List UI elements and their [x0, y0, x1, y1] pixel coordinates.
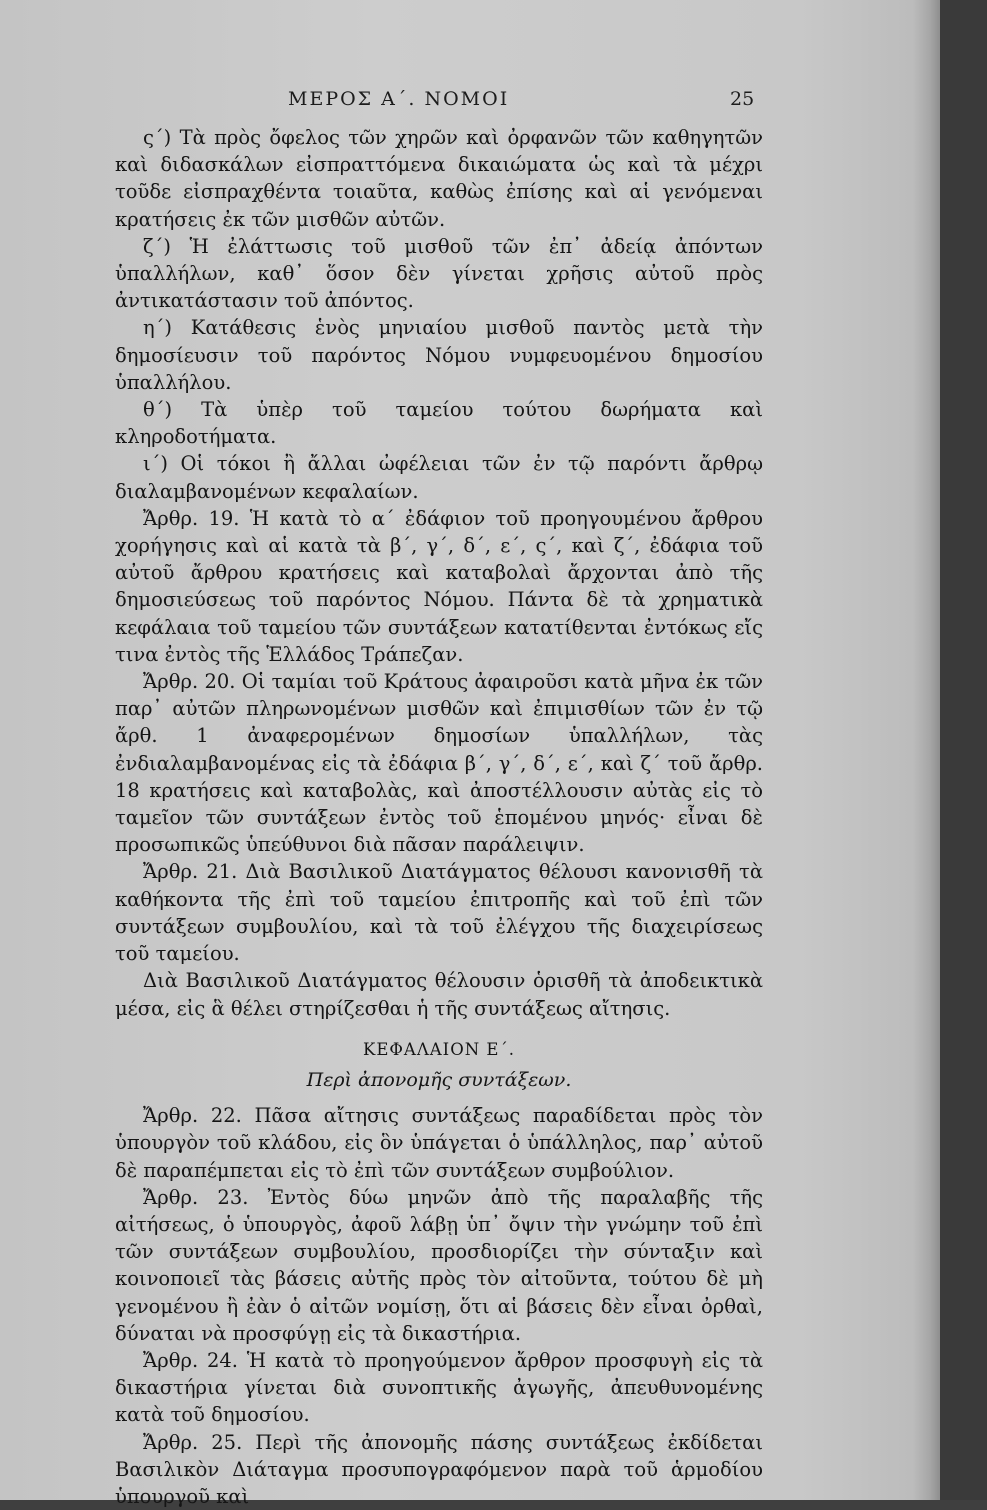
running-head-title: ΜΕΡΟΣ Α΄. ΝΟΜΟΙ [288, 88, 510, 110]
paragraph-item-th: θ΄) Τὰ ὑπὲρ τοῦ ταμείου τούτου δωρήματα καὶ κληροδοτήματα. [115, 398, 763, 449]
article-23: Ἄρθρ. 23. Ἐντὸς δύω μηνῶν ἀπὸ τῆς παραλαβῆς τῆς αἰτήσεως, ὁ ὑπουργὸς, ἀφοῦ λάβῃ ὑπ᾽ ὄψιν τὴν γνώμην τοῦ ἐπὶ τῶν συντάξεων συμβουλίου, προσδιορίζει τὴν σύνταξιν καὶ κοινοποιεῖ τὰς βάσεις αὐτῆς πρὸς τὸν αἰτοῦντα, τούτου δὲ μὴ γενομένου ἢ ἐὰν ὁ αἰτῶν νομίσῃ, ὅτι αἱ βάσεις δὲν εἶναι ὀρθαὶ, δύναται νὰ προσφύγῃ εἰς τὰ δικαστήρια. [115, 1185, 763, 1345]
article-22: Ἄρθρ. 22. Πᾶσα αἴτησις συντάξεως παραδίδεται πρὸς τὸν ὑπουργὸν τοῦ κλάδου, εἰς ὃν ὑπάγεται ὁ ὑπάλληλος, παρ᾽ αὐτοῦ δὲ παραπέμπεται εἰς τὸ ἐπὶ τῶν συντάξεων συμβούλιον. [115, 1104, 763, 1182]
article-21-continuation: Διὰ Βασιλικοῦ Διατάγματος θέλουσιν ὁρισθῆ τὰ ἀποδεικτικὰ μέσα, εἰς ἃ θέλει στηρίζεσθαι ἡ τῆς συντάξεως αἴτησις. [115, 969, 763, 1020]
paragraph-item-iota: ι΄) Οἱ τόκοι ἢ ἄλλαι ὠφέλειαι τῶν ἐν τῷ παρόντι ἄρθρῳ διαλαμβανομένων κεφαλαίων. [115, 452, 763, 503]
article-24: Ἄρθρ. 24. Ἡ κατὰ τὸ προηγούμενον ἄρθρον προσφυγὴ εἰς τὰ δικαστήρια γίνεται διὰ συνοπτικῆς ἀγωγῆς, ἀπευθυνομένης κατὰ τοῦ δημοσίου. [115, 1348, 763, 1427]
scan-background [940, 0, 987, 1500]
paragraph-item-i: η΄) Κατάθεσις ἑνὸς μηνιαίου μισθοῦ παντὸς μετὰ τὴν δημοσίευσιν τοῦ παρόντος Νόμου νυμφευομένου δημοσίου ὑπαλλήλου. [115, 316, 763, 394]
paragraph-item-st: ς΄) Τὰ πρὸς ὄφελος τῶν χηρῶν καὶ ὀρφανῶν τῶν καθηγητῶν καὶ διδασκάλων εἰσπραττόμενα δικαιώματα ὡς καὶ τὰ μέχρι τοῦδε εἰσπραχθέντα τοιαῦτα, καθὼς ἐπίσης καὶ αἱ γενόμεναι κρατήσεις ἐκ τῶν μισθῶν αὐτῶν. [115, 126, 763, 231]
body-text [115, 124, 763, 1510]
chapter-subtitle: Περὶ ἀπονομῆς συντάξεων. [306, 1068, 572, 1091]
article-25: Ἄρθρ. 25. Περὶ τῆς ἀπονομῆς πάσης συντάξεως ἐκδίδεται Βασιλικὸν Διάταγμα προσυπογραφόμενον παρὰ τοῦ ἁρμοδίου ὑπουργοῦ καὶ [115, 1430, 763, 1508]
article-20: Ἄρθρ. 20. Οἱ ταμίαι τοῦ Κράτους ἀφαιροῦσι κατὰ μῆνα ἐκ τῶν παρ᾽ αὐτῶν πληρωνομένων μισθῶν καὶ ἐπιμισθίων τῶν ἐν τῷ ἄρθ. 1 ἀναφερομένων δημοσίων ὑπαλλήλων, τὰς ἐνδιαλαμβανομένας εἰς τὰ ἐδάφια β΄, γ΄, δ΄, ε΄, καὶ ζ΄ τοῦ ἄρθρ. 18 κρατήσεις καὶ καταβολὰς, καὶ ἀποστέλλουσιν αὐτὰς εἰς τὸ ταμεῖον τῶν συντάξεων ἐντὸς τοῦ ἑπομένου μηνός· εἶναι δὲ προσωπικῶς ὑπεύθυνοι διὰ πᾶσαν παράλειψιν. [115, 670, 763, 857]
article-19: Ἄρθρ. 19. Ἡ κατὰ τὸ α΄ ἐδάφιον τοῦ προηγουμένου ἄρθρου χορήγησις καὶ αἱ κατὰ τὰ β΄, γ΄, δ΄, ε΄, ς΄, καὶ ζ΄, ἐδάφια τοῦ αὐτοῦ ἄρθρου κρατήσεις καὶ καταβολαὶ ἄρχονται ἀπὸ τῆς δημοσιεύσεως τοῦ παρόντος Νόμου. Πάντα δὲ τὰ χρηματικὰ κεφάλαια τοῦ ταμείου τῶν συντάξεων κατατίθενται ἐντόκως εἴς τινα ἐντὸς τῆς Ἑλλάδος Τράπεζαν. [115, 506, 763, 666]
chapter-heading: ΚΕΦΑΛΑΙΟΝ Ε΄. [363, 1039, 515, 1059]
paragraph-item-z: ζ΄) Ἡ ἐλάττωσις τοῦ μισθοῦ τῶν ἐπ᾽ ἀδείᾳ ἀπόντων ὑπαλλήλων, καθ᾽ ὅσον δὲν γίνεται χρῆσις αὐτοῦ πρὸς ἀντικατάστασιν τοῦ ἀπόντος. [115, 234, 763, 313]
article-21: Ἄρθρ. 21. Διὰ Βασιλικοῦ Διατάγματος θέλουσι κανονισθῆ τὰ καθήκοντα τῆς ἐπὶ τοῦ ταμείου ἐπιτροπῆς καὶ τοῦ ἐπὶ τῶν συντάξεων συμβουλίου, καὶ τὰ τοῦ ἐλέγχου τῆς διαχειρίσεως τοῦ ταμείου. [115, 860, 763, 966]
page-edge [912, 0, 942, 1500]
page-number: 25 [730, 88, 755, 110]
